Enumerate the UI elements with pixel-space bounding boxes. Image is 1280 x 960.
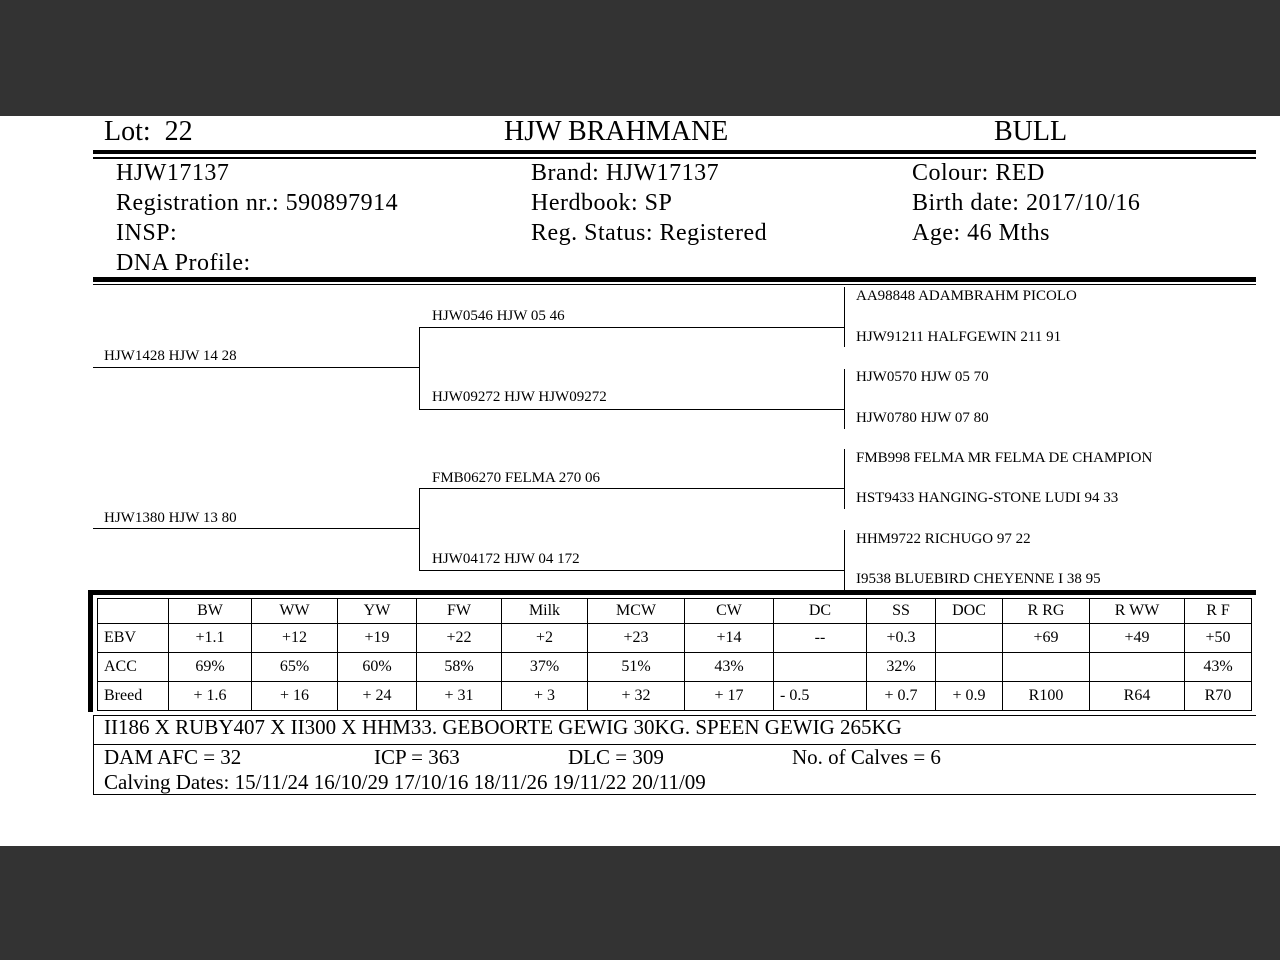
dam-line bbox=[93, 528, 420, 529]
remarks-bottom-rule bbox=[93, 744, 1256, 745]
row-label: EBV bbox=[98, 624, 169, 653]
pedigree-dss: FMB998 FELMA MR FELMA DE CHAMPION bbox=[856, 450, 1153, 466]
age: Age: 46 Mths bbox=[912, 220, 1050, 246]
animal-name: HJW BRAHMANE bbox=[504, 116, 729, 147]
herdbook: Herdbook: SP bbox=[531, 190, 673, 216]
ebv-cell: +1.1 bbox=[169, 624, 252, 653]
acc-cell: 43% bbox=[685, 653, 774, 682]
dam-dam-line bbox=[419, 570, 845, 571]
pedigree-rule-thick bbox=[93, 277, 1256, 282]
ebv-corner-cell bbox=[98, 599, 169, 624]
breed-cell: + 31 bbox=[417, 682, 502, 711]
col-ww: WW bbox=[252, 599, 338, 624]
col-doc: DOC bbox=[936, 599, 1003, 624]
dam-bracket bbox=[419, 488, 420, 571]
ebv-cell: +12 bbox=[252, 624, 338, 653]
pedigree-dam: HJW1380 HJW 13 80 bbox=[104, 510, 237, 526]
acc-cell: 51% bbox=[588, 653, 685, 682]
row-label: Breed bbox=[98, 682, 169, 711]
sire-bracket bbox=[419, 327, 420, 410]
col-r-f: R F bbox=[1185, 599, 1252, 624]
dna-profile-label: DNA Profile: bbox=[116, 250, 251, 276]
pedigree-dds: HHM9722 RICHUGO 97 22 bbox=[856, 531, 1031, 547]
catalogue-page bbox=[0, 116, 1280, 846]
pedigree-sire-dam: HJW09272 HJW HJW09272 bbox=[432, 389, 607, 405]
ebv-header-row bbox=[98, 599, 1252, 624]
ebv-table bbox=[97, 598, 1252, 711]
pedigree-dam-dam: HJW04172 HJW 04 172 bbox=[432, 551, 580, 567]
ebv-cell: +14 bbox=[685, 624, 774, 653]
sire-sire-line bbox=[419, 327, 845, 328]
animal-sex: BULL bbox=[994, 116, 1068, 147]
birth-date: Birth date: 2017/10/16 bbox=[912, 190, 1141, 216]
col-cw: CW bbox=[685, 599, 774, 624]
pedigree-sire: HJW1428 HJW 14 28 bbox=[104, 348, 237, 364]
pedigree-sss: AA98848 ADAMBRAHM PICOLO bbox=[856, 288, 1077, 304]
calving-dates: Calving Dates: 15/11/24 16/10/29 17/10/16 18/11/26 19/11/22 20/11/09 bbox=[104, 770, 706, 794]
sd-bracket bbox=[844, 369, 845, 429]
breed-cell: R100 bbox=[1003, 682, 1090, 711]
dd-bracket bbox=[844, 530, 845, 590]
dam-bottom-rule bbox=[93, 794, 1256, 795]
remarks-left-border bbox=[93, 715, 94, 795]
ebv-cell: +49 bbox=[1090, 624, 1185, 653]
animal-id: HJW17137 bbox=[116, 160, 230, 186]
acc-cell bbox=[1090, 653, 1185, 682]
pedigree-ddd: I9538 BLUEBIRD CHEYENNE I 38 95 bbox=[856, 571, 1101, 587]
breed-cell: + 32 bbox=[588, 682, 685, 711]
breed-cell: + 24 bbox=[338, 682, 417, 711]
breed-cell: R70 bbox=[1185, 682, 1252, 711]
ebv-cell: +69 bbox=[1003, 624, 1090, 653]
ebv-cell: -- bbox=[774, 624, 867, 653]
pedigree-dam-sire: FMB06270 FELMA 270 06 bbox=[432, 470, 600, 486]
ebv-cell bbox=[936, 624, 1003, 653]
col-yw: YW bbox=[338, 599, 417, 624]
acc-cell: 32% bbox=[867, 653, 936, 682]
ss-bracket bbox=[844, 287, 845, 347]
header-rule-thick bbox=[93, 150, 1256, 154]
dam-afc: DAM AFC = 32 bbox=[104, 745, 242, 769]
ebv-cell: +19 bbox=[338, 624, 417, 653]
acc-cell: 60% bbox=[338, 653, 417, 682]
dam-dlc: DLC = 309 bbox=[568, 745, 664, 769]
col-r-rg: R RG bbox=[1003, 599, 1090, 624]
breed-cell: + 1.6 bbox=[169, 682, 252, 711]
breed-cell: - 0.5 bbox=[774, 682, 867, 711]
col-milk: Milk bbox=[502, 599, 588, 624]
acc-cell: 43% bbox=[1185, 653, 1252, 682]
acc-cell: 65% bbox=[252, 653, 338, 682]
ebv-left-border bbox=[88, 590, 93, 712]
breed-cell: + 3 bbox=[502, 682, 588, 711]
colour: Colour: RED bbox=[912, 160, 1045, 186]
acc-cell: 37% bbox=[502, 653, 588, 682]
ebv-cell: +22 bbox=[417, 624, 502, 653]
ebv-row bbox=[98, 624, 1252, 653]
row-label: ACC bbox=[98, 653, 169, 682]
header-rule-thin bbox=[93, 157, 1256, 159]
dam-sire-line bbox=[419, 488, 845, 489]
col-fw: FW bbox=[417, 599, 502, 624]
ebv-cell: +50 bbox=[1185, 624, 1252, 653]
col-ss: SS bbox=[867, 599, 936, 624]
pedigree-sire-sire: HJW0546 HJW 05 46 bbox=[432, 308, 565, 324]
pedigree-ssd: HJW91211 HALFGEWIN 211 91 bbox=[856, 329, 1062, 345]
acc-cell bbox=[774, 653, 867, 682]
acc-cell: 58% bbox=[417, 653, 502, 682]
brand: Brand: HJW17137 bbox=[531, 160, 720, 186]
breed-cell: + 17 bbox=[685, 682, 774, 711]
breeding-remarks: II186 X RUBY407 X II300 X HHM33. GEBOORTE GEWIG 30KG. SPEEN GEWIG 265KG bbox=[104, 715, 902, 739]
pedigree-rule-thin bbox=[93, 284, 1256, 285]
sire-line bbox=[93, 367, 420, 368]
lot-number: 22 bbox=[164, 116, 193, 147]
pedigree-dsd: HST9433 HANGING-STONE LUDI 94 33 bbox=[856, 490, 1119, 506]
breed-cell: R64 bbox=[1090, 682, 1185, 711]
col-dc: DC bbox=[774, 599, 867, 624]
registration-number: Registration nr.: 590897914 bbox=[116, 190, 399, 216]
breed-cell: + 0.7 bbox=[867, 682, 936, 711]
lot-label-text: Lot: bbox=[104, 116, 151, 147]
acc-row bbox=[98, 653, 1252, 682]
breed-cell: + 0.9 bbox=[936, 682, 1003, 711]
pedigree-sdd: HJW0780 HJW 07 80 bbox=[856, 410, 989, 426]
col-r-ww: R WW bbox=[1090, 599, 1185, 624]
col-mcw: MCW bbox=[588, 599, 685, 624]
insp-label: INSP: bbox=[116, 220, 178, 246]
ebv-rule-thick bbox=[88, 590, 1256, 595]
ebv-cell: +2 bbox=[502, 624, 588, 653]
pedigree-sds: HJW0570 HJW 05 70 bbox=[856, 369, 989, 385]
acc-cell bbox=[1003, 653, 1090, 682]
acc-cell: 69% bbox=[169, 653, 252, 682]
dam-calf-count: No. of Calves = 6 bbox=[792, 745, 941, 769]
ebv-cell: +23 bbox=[588, 624, 685, 653]
col-bw: BW bbox=[169, 599, 252, 624]
acc-cell bbox=[936, 653, 1003, 682]
reg-status: Reg. Status: Registered bbox=[531, 220, 768, 246]
breed-row bbox=[98, 682, 1252, 711]
lot-label bbox=[104, 116, 193, 148]
dam-icp: ICP = 363 bbox=[374, 745, 460, 769]
sire-dam-line bbox=[419, 409, 845, 410]
ebv-cell: +0.3 bbox=[867, 624, 936, 653]
ds-bracket bbox=[844, 449, 845, 509]
breed-cell: + 16 bbox=[252, 682, 338, 711]
